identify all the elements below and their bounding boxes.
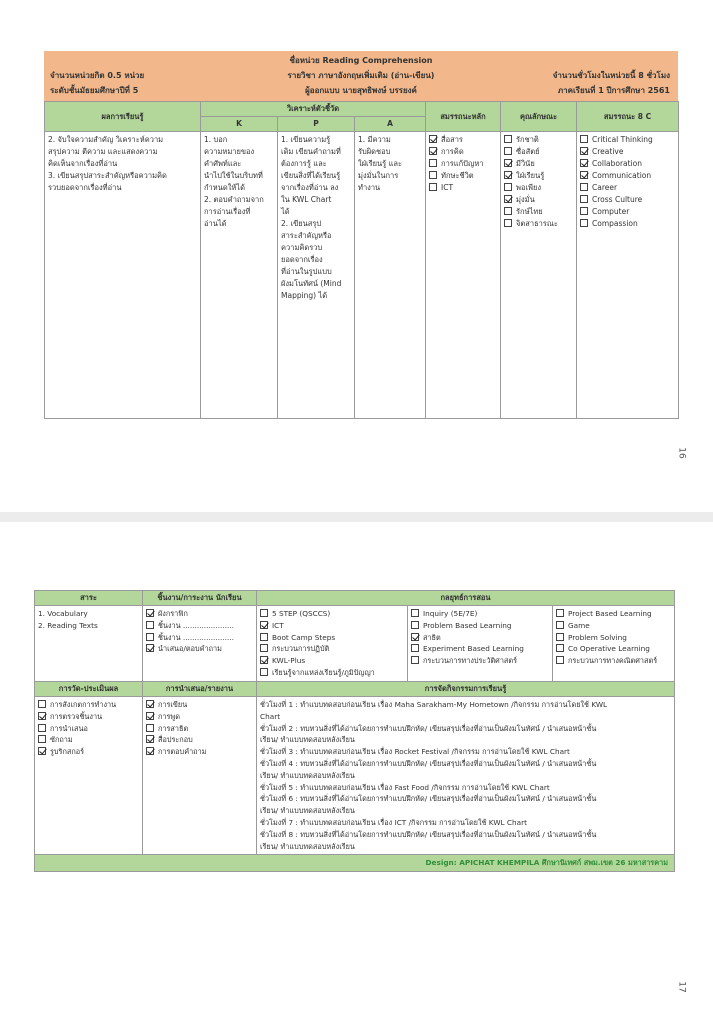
unchecked-box-icon[interactable]	[556, 644, 564, 652]
checkbox-item	[429, 134, 497, 146]
unchecked-box-icon[interactable]	[556, 609, 564, 617]
checkbox-item	[556, 643, 671, 655]
unit-name: ชื่อหน่วย Reading Comprehension	[289, 56, 433, 65]
col-outcome: ผลการเรียนรู้	[45, 102, 201, 132]
checkbox-label: ซื่อสัตย์	[516, 147, 540, 156]
checkbox-item	[429, 170, 497, 182]
checkbox-item	[146, 699, 253, 711]
checkbox-label: สาธิต	[423, 632, 441, 642]
checkbox-label: ICT	[272, 620, 284, 630]
unchecked-box-icon[interactable]	[260, 609, 268, 617]
checkbox-item	[556, 608, 671, 620]
checkbox-label: Computer	[592, 207, 630, 216]
checkbox-item	[411, 620, 549, 632]
tasks-cell	[143, 606, 257, 682]
checked-box-icon[interactable]	[429, 135, 437, 143]
checked-box-icon[interactable]	[260, 621, 268, 629]
plan-table	[34, 590, 675, 872]
unchecked-box-icon[interactable]	[38, 735, 46, 743]
col-a: A	[355, 117, 426, 132]
unchecked-box-icon[interactable]	[556, 656, 564, 664]
checkbox-label: จิตสาธารณะ	[516, 219, 558, 228]
unchecked-box-icon[interactable]	[38, 700, 46, 708]
outcome-cell: 2. จับใจความสำคัญ วิเคราะห์ความ สรุปความ ตีความ และแสดงความ คิดเห็นจากเรื่องที่อ่าน 3. เขียนสรุปสาระสำคัญหรือความคิด รวบยอดจากเรื่องที่อ่าน	[45, 132, 201, 419]
checkbox-label: KWL-Plus	[272, 656, 306, 666]
checkbox-label: รักษ์ไทย	[516, 207, 543, 216]
checkbox-label: ชิ้นงาน ......................	[158, 632, 234, 642]
checkbox-label: การแก้ปัญหา	[441, 159, 484, 168]
checkbox-label: การนำเสนอ	[50, 723, 88, 733]
col-k: K	[201, 117, 278, 132]
checkbox-label: พอเพียง	[516, 183, 542, 192]
content-cell: 1. Vocabulary 2. Reading Texts	[35, 606, 143, 682]
checkbox-label: มีวินัย	[516, 159, 535, 168]
checkbox-item	[38, 699, 139, 711]
checkbox-item	[580, 134, 675, 146]
unchecked-box-icon[interactable]	[580, 207, 588, 215]
unchecked-box-icon[interactable]	[556, 633, 564, 641]
col-p: P	[278, 117, 355, 132]
checkbox-label: การสังเกตการทำงาน	[50, 699, 117, 709]
checkbox-label: Game	[568, 620, 590, 630]
checked-box-icon[interactable]	[580, 159, 588, 167]
checkbox-label: เรียนรู้จากแหล่งเรียนรู้/ภูมิปัญญา	[272, 668, 375, 678]
checked-box-icon[interactable]	[504, 171, 512, 179]
checked-box-icon[interactable]	[504, 159, 512, 167]
checkbox-item	[429, 158, 497, 170]
checkbox-item	[504, 182, 573, 194]
col-tasks: ชิ้นงาน/การะงาน นักเรียน	[143, 591, 257, 606]
checkbox-item	[429, 182, 497, 194]
checkbox-label: การเขียน	[158, 699, 188, 709]
presentation-cell	[143, 696, 257, 855]
checkbox-item	[260, 620, 404, 632]
checkbox-item	[580, 218, 675, 230]
col-activities: การจัดกิจกรรมการเรียนรู้	[257, 681, 675, 696]
checked-box-icon[interactable]	[411, 633, 419, 641]
k-cell: 1. บอก ความหมายของ คำศัพท์และ นำไปใช้ในบริบทที่ กำหนดให้ได้ 2. ตอบคำถามจาก การอ่านเรื่องที่ อ่านได้	[201, 132, 278, 419]
checkbox-item	[260, 608, 404, 620]
checked-box-icon[interactable]	[580, 147, 588, 155]
col-content: สาระ	[35, 591, 143, 606]
unchecked-box-icon[interactable]	[260, 644, 268, 652]
semester: ภาคเรียนที่ 1 ปีการศึกษา 2561	[557, 86, 670, 95]
subject: รายวิชา ภาษาอังกฤษเพิ่มเติม (อ่าน-เขียน)	[287, 71, 435, 80]
unchecked-box-icon[interactable]	[429, 183, 437, 191]
checkbox-item	[146, 643, 253, 655]
checkbox-item	[411, 655, 549, 667]
unchecked-box-icon[interactable]	[411, 621, 419, 629]
checked-box-icon[interactable]	[580, 171, 588, 179]
checkbox-label: Inquiry (5E/7E)	[423, 609, 478, 618]
checkbox-item	[38, 734, 139, 746]
strategy-col-1	[257, 606, 408, 682]
checkbox-item	[504, 194, 573, 206]
checkbox-label: กระบวนการทางคณิตศาสตร์	[568, 656, 658, 666]
competency-cell	[426, 132, 501, 419]
checkbox-label: มุ่งมั่น	[516, 195, 535, 204]
checkbox-label: การพูด	[158, 711, 180, 721]
checkbox-item	[146, 620, 253, 632]
unchecked-box-icon[interactable]	[429, 171, 437, 179]
checked-box-icon[interactable]	[146, 644, 154, 652]
unchecked-box-icon[interactable]	[580, 195, 588, 203]
unchecked-box-icon[interactable]	[504, 207, 512, 215]
unchecked-box-icon[interactable]	[146, 621, 154, 629]
checkbox-item	[504, 134, 573, 146]
checkbox-label: รูบริกสกอร์	[50, 747, 85, 757]
checkbox-item	[38, 723, 139, 735]
checkbox-item	[580, 158, 675, 170]
unchecked-box-icon[interactable]	[260, 633, 268, 641]
checkbox-item	[411, 643, 549, 655]
checkbox-label: ซักถาม	[50, 735, 73, 745]
checkbox-label: การตอบคำถาม	[158, 747, 207, 757]
unchecked-box-icon[interactable]	[504, 135, 512, 143]
checkbox-item	[260, 655, 404, 667]
checkbox-label: Co Operative Learning	[568, 644, 650, 654]
checkbox-item	[411, 608, 549, 620]
checkbox-label: ชิ้นงาน ......................	[158, 620, 234, 630]
unchecked-box-icon[interactable]	[580, 135, 588, 143]
col-presentation: การนำเสนอ/รายงาน	[143, 681, 257, 696]
unchecked-box-icon[interactable]	[411, 656, 419, 664]
eight-c-cell	[577, 132, 679, 419]
strategy-col-2	[408, 606, 553, 682]
checked-box-icon[interactable]	[260, 656, 268, 664]
unchecked-box-icon[interactable]	[411, 644, 419, 652]
checkbox-label: Creative	[592, 147, 624, 156]
checkbox-label: นำเสนอ/ตอบคำถาม	[158, 644, 222, 654]
checkbox-label: กระบวนการทางประวัติศาสตร์	[423, 656, 518, 666]
unchecked-box-icon[interactable]	[429, 159, 437, 167]
unchecked-box-icon[interactable]	[260, 668, 268, 676]
checkbox-item	[556, 632, 671, 644]
unchecked-box-icon[interactable]	[146, 724, 154, 732]
checkbox-label: Problem Solving	[568, 632, 627, 642]
checkbox-item	[504, 170, 573, 182]
checkbox-item	[580, 206, 675, 218]
activities-cell: ชั่วโมงที่ 1 : ทำแบบทดสอบก่อนเรียน เรื่อง Maha Sarakham-My Hometown /กิจกรรม การอ่านโดยใช้ KWL Chart ชั่วโมงที่ 2 : ทบทวนสิ่งที่ได้อ่านโดยการทำแบบฝึกหัด/ เขียนสรุปเรื่องที่อ่านเป็นผังมโนทัศน์ / นำเสนอหน้าชั้น เรียน/ ทำแบบทดสอบหลังเรียน ชั่วโมงที่ 3 : ทำแบบทดสอบก่อนเรียน เรื่อง Rocket Festival /กิจกรรม การอ่านโดยใช้ KWL Chart ชั่วโมงที่ 4 : ทบทวนสิ่งที่ได้อ่านโดยการทำแบบฝึกหัด/ เขียนสรุปเรื่องที่อ่านเป็นผังมโนทัศน์ / นำเสนอหน้าชั้น เรียน/ ทำแบบทดสอบหลังเรียน ชั่วโมงที่ 5 : ทำแบบทดสอบก่อนเรียน เรื่อง Fast Food /กิจกรรม การอ่านโดยใช้ KWL Chart ชั่วโมงที่ 6 : ทบทวนสิ่งที่ได้อ่านโดยการทำแบบฝึกหัด/ เขียนสรุปเรื่องที่อ่านเป็นผังมโนทัศน์ / นำเสนอหน้าชั้น เรียน/ ทำแบบทดสอบหลังเรียน ชั่วโมงที่ 7 : ทำแบบทดสอบก่อนเรียน เรื่อง ICT /กิจกรรม การอ่านโดยใช้ KWL Chart ชั่วโมงที่ 8 : ทบทวนสิ่งที่ได้อ่านโดยการทำแบบฝึกหัด/ เขียนสรุปเรื่องที่อ่านเป็นผังมโนทัศน์ / นำเสนอหน้าชั้น เรียน/ ทำแบบทดสอบหลังเรียน	[257, 696, 675, 855]
indicator-table	[44, 101, 679, 419]
checkbox-item	[504, 218, 573, 230]
checkbox-label: Communication	[592, 171, 652, 180]
checkbox-label: Career	[592, 183, 618, 192]
page-number: 17	[676, 981, 687, 993]
design-credit	[35, 855, 675, 872]
checked-box-icon[interactable]	[38, 712, 46, 720]
checkbox-label: Collaboration	[592, 159, 643, 168]
checked-box-icon[interactable]	[146, 735, 154, 743]
col-eight-c: สมรรถนะ 8 C	[577, 102, 679, 132]
checkbox-label: Cross Culture	[592, 195, 643, 204]
checkbox-label: Critical Thinking	[592, 135, 653, 144]
checkbox-label: สื่อสาร	[441, 135, 463, 144]
credits: จำนวนหน่วยกิต 0.5 หน่วย	[50, 71, 145, 80]
unchecked-box-icon[interactable]	[504, 183, 512, 191]
unchecked-box-icon[interactable]	[38, 724, 46, 732]
checkbox-label: Boot Camp Steps	[272, 632, 336, 642]
checkbox-item	[580, 194, 675, 206]
character-cell	[501, 132, 577, 419]
hours: จำนวนชั่วโมงในหน่วยนี้ 8 ชั่วโมง	[552, 71, 670, 80]
col-strategy: กลยุทธ์การสอน	[257, 591, 675, 606]
checked-box-icon[interactable]	[146, 747, 154, 755]
checkbox-label: Problem Based Learning	[423, 620, 512, 630]
unchecked-box-icon[interactable]	[556, 621, 564, 629]
checkbox-label: ICT	[441, 183, 454, 192]
checkbox-item	[411, 632, 549, 644]
unchecked-box-icon[interactable]	[411, 609, 419, 617]
designer: ผู้ออกแบบ นายสุทธิพงษ์ บรรยงค์	[305, 86, 417, 95]
checkbox-item	[504, 146, 573, 158]
checkbox-item	[580, 182, 675, 194]
col-assessment: การวัด-ประเมินผล	[35, 681, 143, 696]
checked-box-icon[interactable]	[504, 195, 512, 203]
checkbox-item	[429, 146, 497, 158]
checkbox-label: กระบวนการปฏิบัติ	[272, 644, 330, 654]
checkbox-label: การตรวจชิ้นงาน	[50, 711, 103, 721]
page-number: 16	[676, 447, 687, 459]
checkbox-item	[260, 643, 404, 655]
checkbox-item	[504, 206, 573, 218]
checkbox-item	[556, 655, 671, 667]
checkbox-label: ผังกราฟิก	[158, 609, 188, 618]
checkbox-label: สื่อประกอบ	[158, 735, 193, 745]
checkbox-item	[38, 711, 139, 723]
assessment-cell	[35, 696, 143, 855]
unchecked-box-icon[interactable]	[580, 219, 588, 227]
checkbox-label: การคิด	[441, 147, 464, 156]
unit-header	[44, 51, 678, 101]
checkbox-item	[260, 632, 404, 644]
a-cell: 1. มีความ รับผิดชอบ ใฝ่เรียนรู้ และ มุ่งมั่นในการ ทำงาน	[355, 132, 426, 419]
checkbox-label: ใฝ่เรียนรู้	[516, 171, 545, 180]
checkbox-label: Project Based Learning	[568, 609, 652, 618]
checkbox-item	[38, 746, 139, 758]
unchecked-box-icon[interactable]	[504, 147, 512, 155]
checkbox-label: Experiment Based Learning	[423, 644, 524, 654]
design-text: APICHAT KHEMPILA ศึกษานิเทศก์ สพม.เขต 26 มหาสารคาม	[459, 858, 669, 868]
checked-box-icon[interactable]	[38, 747, 46, 755]
col-character: คุณลักษณะ	[501, 102, 577, 132]
design-label: Design:	[425, 858, 457, 868]
unchecked-box-icon[interactable]	[146, 633, 154, 641]
checkbox-item	[260, 667, 404, 679]
checkbox-label: การสาธิต	[158, 723, 189, 733]
p-cell: 1. เขียนความรู้ เดิม เขียนคำถามที่ ต้องการรู้ และ เขียนสิ่งที่ได้เรียนรู้ จากเรื่องที่อ่าน ลง ใน KWL Chart ได้ 2. เขียนสรุป สาระสำคัญหรือ ความคิดรวบ ยอดจากเรื่อง ที่อ่านในรูปแบบ ผังมโนทัศน์ (Mind Mapping) ได้	[278, 132, 355, 419]
checkbox-item	[580, 146, 675, 158]
col-indicator: วิเคราะห์ตัวชี้วัด	[201, 102, 426, 117]
checkbox-label: รักชาติ	[516, 135, 539, 144]
checkbox-item	[146, 632, 253, 644]
unchecked-box-icon[interactable]	[580, 183, 588, 191]
checkbox-item	[146, 746, 253, 758]
checked-box-icon[interactable]	[146, 700, 154, 708]
checkbox-label: 5 STEP (QSCCS)	[272, 609, 331, 618]
checkbox-item	[556, 620, 671, 632]
unchecked-box-icon[interactable]	[504, 219, 512, 227]
checked-box-icon[interactable]	[146, 712, 154, 720]
checkbox-label: Compassion	[592, 219, 638, 228]
strategy-col-3	[553, 606, 675, 682]
checkbox-item	[146, 723, 253, 735]
col-competency: สมรรถนะหลัก	[426, 102, 501, 132]
checkbox-item	[580, 170, 675, 182]
level: ระดับชั้นมัธยมศึกษาปีที่ 5	[50, 86, 139, 95]
checked-box-icon[interactable]	[429, 147, 437, 155]
checkbox-item	[146, 608, 253, 620]
checkbox-item	[146, 734, 253, 746]
checked-box-icon[interactable]	[146, 609, 154, 617]
checkbox-item	[504, 158, 573, 170]
checkbox-label: ทักษะชีวิต	[441, 171, 474, 180]
checkbox-item	[146, 711, 253, 723]
